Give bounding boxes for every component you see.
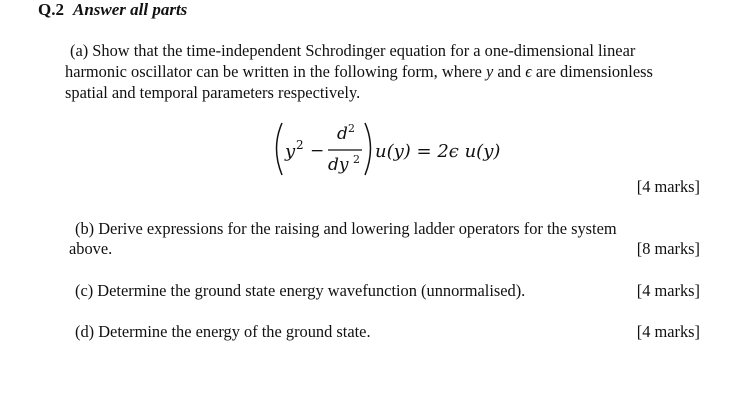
part-b-marks: [8 marks] (636, 239, 700, 258)
part-d-marks: [4 marks] (636, 322, 700, 341)
left-paren (277, 123, 283, 175)
part-c-marks: [4 marks] (636, 281, 700, 300)
eq-denominator-exponent: 2 (353, 153, 360, 166)
question-heading (38, 0, 187, 20)
eq-denominator: dy (328, 155, 349, 175)
question-number: Q.2 (38, 0, 64, 19)
eq-minus: − (310, 141, 325, 161)
right-paren (365, 123, 371, 175)
eq-rhs: u(y) = 2ϵ u(y) (375, 141, 501, 162)
eq-numerator-exponent: 2 (348, 122, 355, 135)
part-b-line-2: above. (69, 239, 113, 258)
variable-y: y (486, 62, 494, 81)
part-c-text: (c) Determine the ground state energy wavefunction (unnormalised). (75, 281, 526, 300)
and-word: and (493, 62, 526, 81)
part-a-line-2-end: are dimensionless (531, 62, 653, 81)
part-d-text: (d) Determine the energy of the ground state. (75, 322, 371, 341)
eq-y: y (285, 141, 296, 162)
variable-epsilon: ϵ (525, 62, 532, 81)
part-a-line-2 (65, 61, 653, 83)
part-a-line-3: spatial and temporal parameters respectively. (65, 83, 361, 102)
part-a-line-1: (a) Show that the time-independent Schrodinger equation for a one-dimensional linear (70, 41, 636, 60)
question-instruction: Answer all parts (72, 0, 188, 19)
eq-numerator: d (337, 124, 348, 144)
schrodinger-equation (270, 120, 520, 180)
part-b-line-1: (b) Derive expressions for the raising and lowering ladder operators for the system (75, 219, 617, 238)
part-a-marks: [4 marks] (636, 177, 700, 196)
part-a-line-2-start: harmonic oscillator can be written in the following form, where (65, 62, 487, 81)
eq-y-exponent: 2 (296, 138, 304, 152)
